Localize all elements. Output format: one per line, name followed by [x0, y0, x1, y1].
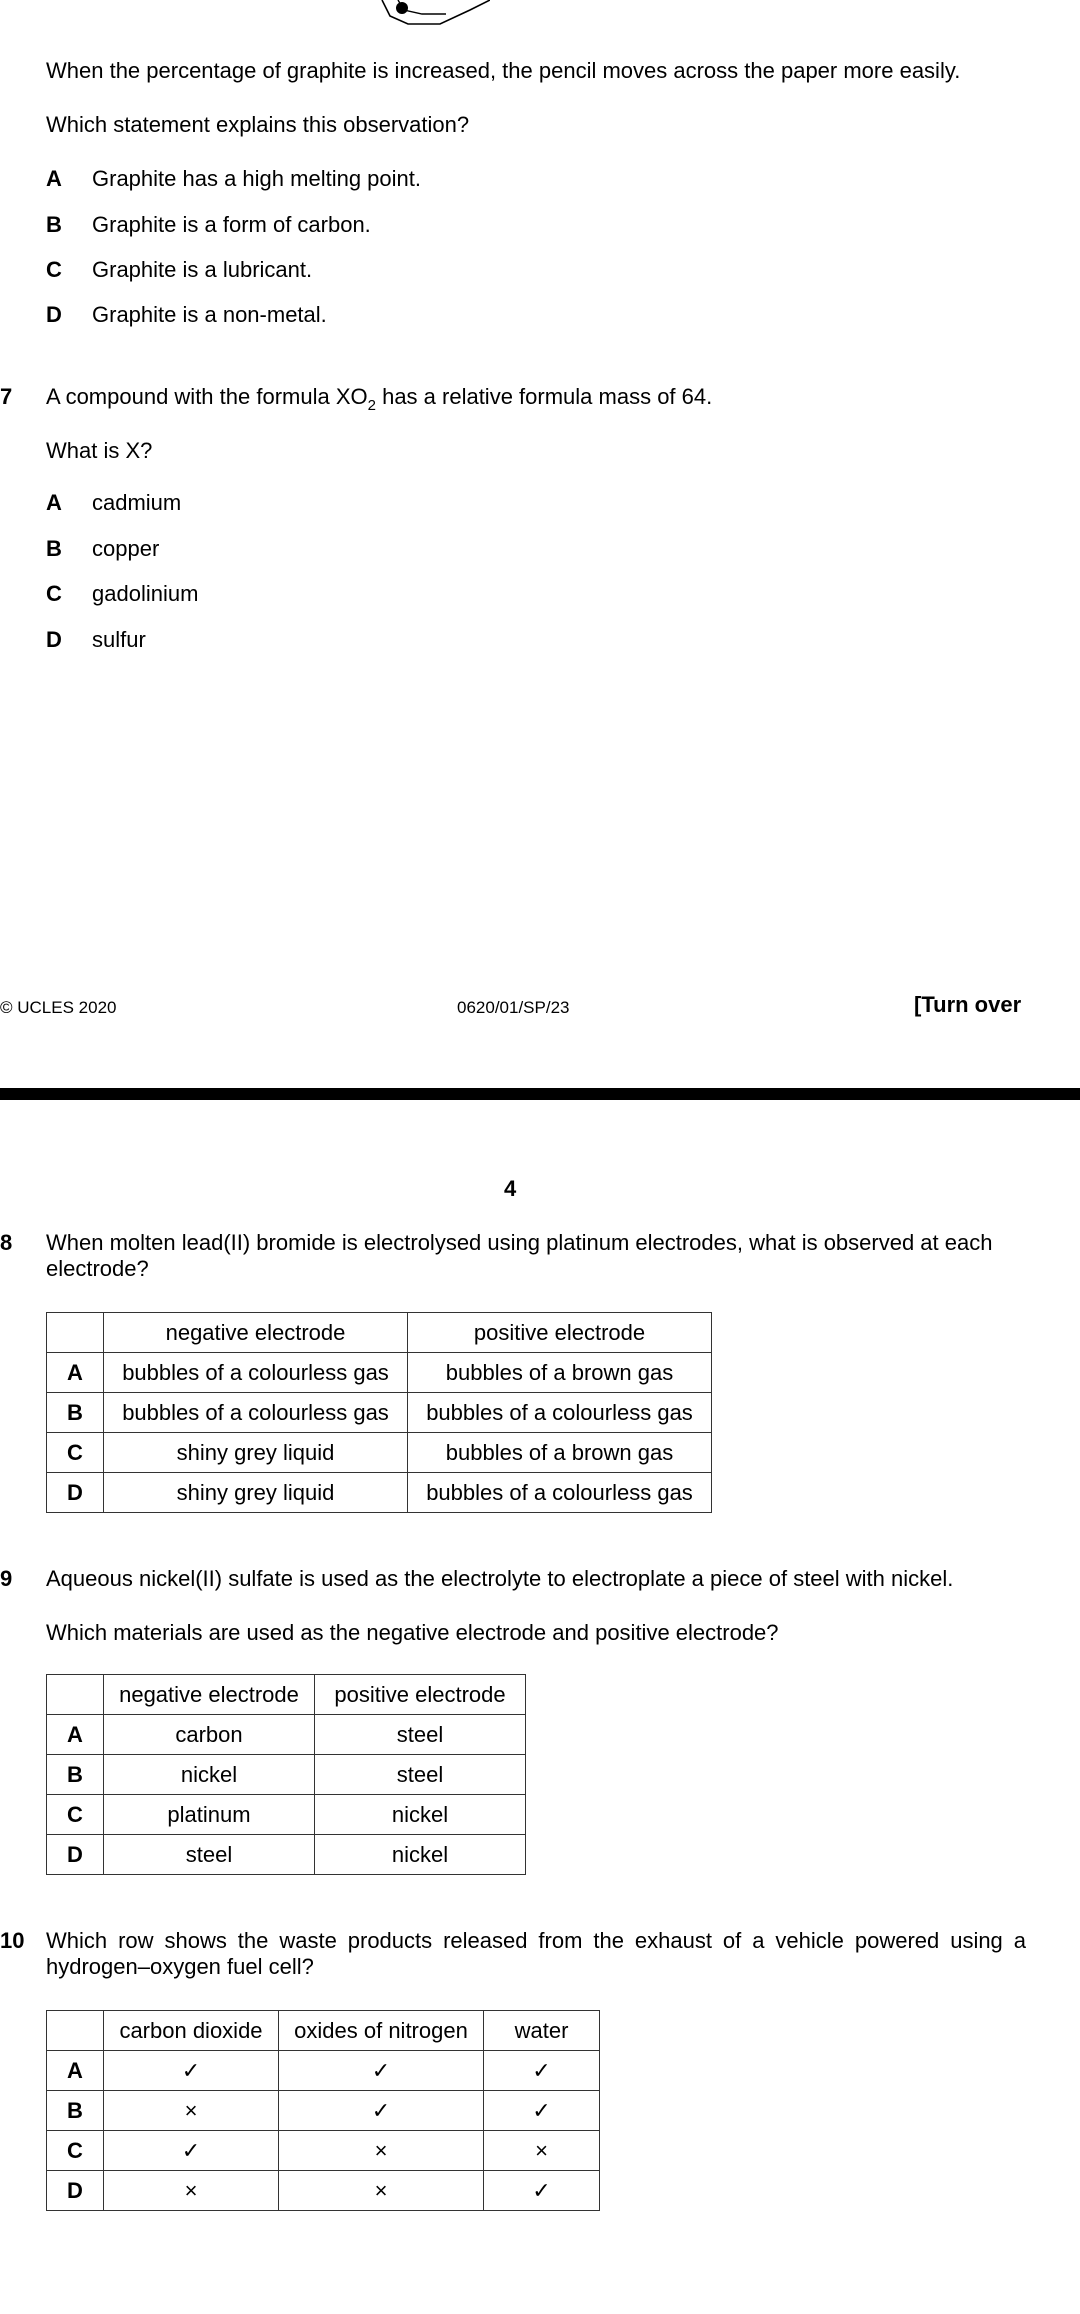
- table-row[interactable]: [47, 2131, 600, 2171]
- table-cell: bubbles of a colourless gas: [104, 1393, 408, 1433]
- option-text: Graphite has a high melting point.: [92, 166, 421, 191]
- row-letter: D: [47, 1835, 104, 1875]
- table-row[interactable]: [47, 2051, 600, 2091]
- q8-number: 8: [0, 1230, 13, 1255]
- mark-icon: ×: [484, 2131, 600, 2171]
- table-cell: shiny grey liquid: [104, 1473, 408, 1513]
- option-text: Graphite is a form of carbon.: [92, 212, 371, 237]
- option-text: gadolinium: [92, 581, 199, 606]
- table-cell: bubbles of a colourless gas: [408, 1393, 712, 1433]
- table-cell: platinum: [104, 1795, 315, 1835]
- table-header-row: [47, 1313, 712, 1353]
- option-letter: C: [46, 581, 62, 606]
- table-cell: nickel: [315, 1795, 526, 1835]
- table-cell: steel: [315, 1755, 526, 1795]
- mark-icon: ×: [104, 2171, 279, 2211]
- table-row[interactable]: [47, 1795, 526, 1835]
- row-letter: B: [47, 1393, 104, 1433]
- row-letter: C: [47, 1433, 104, 1473]
- mark-icon: ✓: [279, 2051, 484, 2091]
- row-letter: C: [47, 2131, 104, 2171]
- table-row[interactable]: [47, 1393, 712, 1433]
- table-corner-cell: [47, 1313, 104, 1353]
- q8-table: [46, 1312, 712, 1513]
- q8-stem-line1: When molten lead(II) bromide is electrolysed using platinum electrodes, what is observed at each: [46, 1230, 993, 1255]
- q7-stem-before: A compound with the formula XO: [46, 384, 368, 409]
- option-text: sulfur: [92, 627, 146, 652]
- mark-icon: ×: [104, 2091, 279, 2131]
- column-header: negative electrode: [104, 1675, 315, 1715]
- column-header: oxides of nitrogen: [279, 2011, 484, 2051]
- mark-icon: ✓: [484, 2091, 600, 2131]
- table-cell: nickel: [315, 1835, 526, 1875]
- table-cell: bubbles of a brown gas: [408, 1353, 712, 1393]
- mark-icon: ✓: [104, 2051, 279, 2091]
- pencil-diagram-fragment: [360, 0, 490, 30]
- option-letter: D: [46, 302, 62, 327]
- option-letter: A: [46, 166, 62, 191]
- column-header: carbon dioxide: [104, 2011, 279, 2051]
- footer-copyright: © UCLES 2020: [0, 998, 117, 1017]
- table-row[interactable]: [47, 1835, 526, 1875]
- q9-stem: Aqueous nickel(II) sulfate is used as the electrolyte to electroplate a piece of steel with nickel.: [46, 1566, 954, 1591]
- footer-paper-code: 0620/01/SP/23: [457, 998, 570, 1017]
- mark-icon: ✓: [484, 2171, 600, 2211]
- q9-question: Which materials are used as the negative electrode and positive electrode?: [46, 1620, 779, 1645]
- q7-number: 7: [0, 384, 13, 409]
- q10-number: 10: [0, 1928, 25, 1953]
- option-letter: A: [46, 490, 62, 515]
- q10-table: [46, 2010, 600, 2211]
- row-letter: B: [47, 2091, 104, 2131]
- q10-stem-line1: Which row shows the waste products released from the exhaust of a vehicle powered using a: [46, 1928, 1026, 1953]
- table-row[interactable]: [47, 1755, 526, 1795]
- option-letter: B: [46, 536, 62, 561]
- mark-icon: ×: [279, 2131, 484, 2171]
- table-row[interactable]: [47, 2091, 600, 2131]
- q9-number: 9: [0, 1566, 13, 1591]
- table-row[interactable]: [47, 1473, 712, 1513]
- table-header-row: [47, 1675, 526, 1715]
- row-letter: A: [47, 2051, 104, 2091]
- row-letter: D: [47, 1473, 104, 1513]
- option-letter: C: [46, 257, 62, 282]
- table-row[interactable]: [47, 1433, 712, 1473]
- table-corner-cell: [47, 2011, 104, 2051]
- table-cell: bubbles of a colourless gas: [408, 1473, 712, 1513]
- q7-question: What is X?: [46, 438, 153, 463]
- row-letter: C: [47, 1795, 104, 1835]
- mark-icon: ×: [279, 2171, 484, 2211]
- q7-stem: [46, 384, 712, 415]
- table-cell: shiny grey liquid: [104, 1433, 408, 1473]
- table-cell: carbon: [104, 1715, 315, 1755]
- column-header: negative electrode: [104, 1313, 408, 1353]
- table-row[interactable]: [47, 1353, 712, 1393]
- table-cell: steel: [104, 1835, 315, 1875]
- table-cell: nickel: [104, 1755, 315, 1795]
- column-header: positive electrode: [315, 1675, 526, 1715]
- column-header: positive electrode: [408, 1313, 712, 1353]
- page-divider: [0, 1088, 1080, 1100]
- option-text: copper: [92, 536, 160, 561]
- q8-stem-line2: electrode?: [46, 1256, 149, 1281]
- option-letter: D: [46, 627, 62, 652]
- option-text: Graphite is a lubricant.: [92, 257, 313, 282]
- column-header: water: [484, 2011, 600, 2051]
- page-number: 4: [504, 1176, 517, 1201]
- q7-stem-subscript: 2: [367, 397, 376, 414]
- mark-icon: ✓: [484, 2051, 600, 2091]
- row-letter: A: [47, 1715, 104, 1755]
- row-letter: A: [47, 1353, 104, 1393]
- table-row[interactable]: [47, 1715, 526, 1755]
- table-header-row: [47, 2011, 600, 2051]
- option-text: Graphite is a non-metal.: [92, 302, 327, 327]
- option-letter: B: [46, 212, 62, 237]
- q10-stem-line2: hydrogen–oxygen fuel cell?: [46, 1954, 314, 1979]
- mark-icon: ✓: [279, 2091, 484, 2131]
- table-cell: bubbles of a brown gas: [408, 1433, 712, 1473]
- table-cell: steel: [315, 1715, 526, 1755]
- table-corner-cell: [47, 1675, 104, 1715]
- mark-icon: ✓: [104, 2131, 279, 2171]
- q9-table: [46, 1674, 526, 1875]
- q6-stem: When the percentage of graphite is increased, the pencil moves across the paper more easily.: [46, 58, 961, 83]
- option-text: cadmium: [92, 490, 182, 515]
- q7-stem-after: has a relative formula mass of 64.: [375, 384, 713, 409]
- row-letter: B: [47, 1755, 104, 1795]
- footer-turn-over: [Turn over: [914, 992, 1022, 1017]
- q6-question: Which statement explains this observation?: [46, 112, 470, 137]
- table-cell: bubbles of a colourless gas: [104, 1353, 408, 1393]
- row-letter: D: [47, 2171, 104, 2211]
- table-row[interactable]: [47, 2171, 600, 2211]
